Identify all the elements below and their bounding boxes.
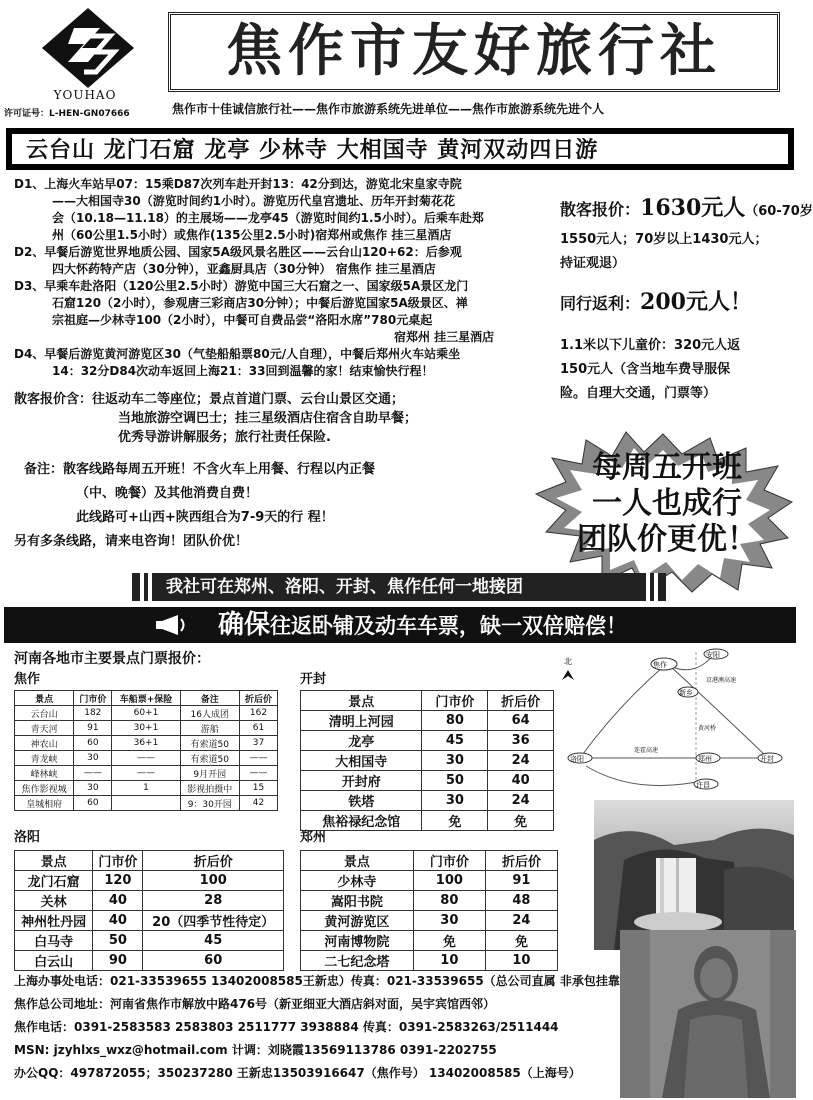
table-cell: 铁塔 xyxy=(301,791,422,811)
table-header: 折后价 xyxy=(239,691,277,706)
price-includes xyxy=(14,390,554,447)
itinerary-line: D3、早乘车赴洛阳（120公里2.5小时）游览中国三大石窟之一、国家级5A景区龙门 xyxy=(14,279,469,293)
table-cell: 云台山 xyxy=(15,706,74,721)
table-cell: 50 xyxy=(422,771,488,791)
includes-line: 散客报价含：往返动车二等座位；景点首道门票、云台山景区交通； xyxy=(14,392,405,407)
table-cell: 30 xyxy=(422,751,488,771)
itinerary-day1 xyxy=(14,176,554,244)
table-header: 景点 xyxy=(15,691,74,706)
table-row xyxy=(15,796,278,811)
note-line: 此线路可+山西+陕西组合为7-9天的行 程！ xyxy=(76,510,334,525)
contact-line: MSN: jzyhlxs_wxz@hotmail.com 计调：刘晓霞13569113786 0391-2202755 xyxy=(14,1043,497,1057)
table-cell: 60 xyxy=(143,951,284,971)
starburst-text xyxy=(562,450,772,558)
guarantee-body: 往返卧铺及动车车票，缺一双倍赔偿！ xyxy=(270,614,628,638)
table-header-row xyxy=(15,691,278,706)
table-header-row xyxy=(301,691,554,711)
table-row xyxy=(301,951,558,971)
route-title-banner xyxy=(6,128,794,170)
city-label-zhengzhou: 郑州 xyxy=(300,830,327,845)
table-cell: 1 xyxy=(112,781,180,796)
city-label-kaifeng: 开封 xyxy=(300,672,327,687)
contact-line: 焦作总公司地址：河南省焦作市解放中路476号（新亚细亚大酒店斜对面，吴宇宾馆西邻） xyxy=(14,997,496,1011)
table-cell: 30 xyxy=(413,911,485,931)
table-cell: 青龙峡 xyxy=(15,751,74,766)
bar-stripe xyxy=(148,573,152,601)
kaifeng-ticket-table xyxy=(300,690,554,831)
table-cell: 影视拍摄中 xyxy=(180,781,239,796)
table-cell: 免 xyxy=(422,811,488,831)
guarantee-bar xyxy=(4,607,796,643)
table-cell: 游船 xyxy=(180,721,239,736)
route-title: 云台山 龙门石窟 龙亭 少林寺 大相国寺 黄河双动四日游 xyxy=(12,134,788,164)
route-map xyxy=(556,648,792,798)
table-cell: 28 xyxy=(143,891,284,911)
table-cell: 免 xyxy=(488,811,554,831)
agent-rebate-label: 同行返利： xyxy=(560,294,641,313)
table-cell: 100 xyxy=(413,871,485,891)
table-row xyxy=(301,931,558,951)
table-cell: 60 xyxy=(74,796,112,811)
table-row xyxy=(15,766,278,781)
table-cell: 白云山 xyxy=(15,951,93,971)
starburst-callout xyxy=(532,432,794,592)
table-cell: 30+1 xyxy=(112,721,180,736)
table-cell: 有索道50 xyxy=(180,736,239,751)
table-cell: 36+1 xyxy=(112,736,180,751)
table-row xyxy=(15,911,284,931)
pickup-cities-bar xyxy=(132,573,666,601)
city-label-jiaozuo: 焦作 xyxy=(14,672,41,687)
map-city-label: 焦作 xyxy=(653,661,667,669)
table-cell: 42 xyxy=(239,796,277,811)
table-row xyxy=(15,931,284,951)
road-line xyxy=(586,766,706,786)
ticket-prices-title: 河南各地市主要景点门票报价： xyxy=(14,651,210,667)
map-city-label: 郑州 xyxy=(698,755,712,763)
table-header: 门市价 xyxy=(93,851,143,871)
table-cell: 182 xyxy=(74,706,112,721)
megaphone-icon xyxy=(154,613,188,637)
table-cell: 60+1 xyxy=(112,706,180,721)
table-cell: 开封府 xyxy=(301,771,422,791)
table-cell: 龙门石窟 xyxy=(15,871,93,891)
table-header: 景点 xyxy=(15,851,93,871)
child-price-line: 险。自理大交通，门票等） xyxy=(560,386,717,401)
burst-line: 每周五开班 xyxy=(592,450,742,485)
bar-stripe xyxy=(646,573,650,601)
table-cell: —— xyxy=(112,751,180,766)
table-cell: —— xyxy=(112,766,180,781)
table-cell: 40 xyxy=(93,911,143,931)
table-cell: 10 xyxy=(413,951,485,971)
table-row xyxy=(301,731,554,751)
buddha-statue-photo xyxy=(620,930,796,1098)
itinerary-line: 宿郑州 挂三星酒店 xyxy=(394,330,495,344)
table-cell: 皇城相府 xyxy=(15,796,74,811)
table-cell: 少林寺 xyxy=(301,871,414,891)
table-row xyxy=(301,791,554,811)
table-header: 门市价 xyxy=(422,691,488,711)
table-row xyxy=(15,781,278,796)
itinerary-line: 州（60公里1.5小时）或焦作(135公里2.5小时)宿郑州或焦作 挂三星酒店 xyxy=(52,228,452,242)
agent-rebate: 200元人！ xyxy=(640,289,752,315)
table-cell: 青天河 xyxy=(15,721,74,736)
table-cell: 36 xyxy=(488,731,554,751)
contact-line: 办公QQ：497872055；350237280 王新忠13503916647（焦作号） 13402008585（上海号） xyxy=(14,1066,581,1080)
table-cell: 黄河游览区 xyxy=(301,911,414,931)
table-cell: 80 xyxy=(422,711,488,731)
table-cell: 40 xyxy=(93,891,143,911)
logo-text: YOUHAO xyxy=(53,88,117,102)
table-header: 门市价 xyxy=(413,851,485,871)
table-cell: 80 xyxy=(413,891,485,911)
table-cell: 河南博物院 xyxy=(301,931,414,951)
table-cell: 24 xyxy=(488,791,554,811)
table-cell: 免 xyxy=(413,931,485,951)
map-city-label: 新乡 xyxy=(679,689,693,697)
table-cell: 64 xyxy=(488,711,554,731)
table-header: 车船票+保险 xyxy=(112,691,180,706)
table-header: 景点 xyxy=(301,691,422,711)
table-row xyxy=(301,711,554,731)
table-cell: 37 xyxy=(239,736,277,751)
table-cell: 50 xyxy=(93,931,143,951)
guarantee-emphasis: 确保 xyxy=(218,610,271,640)
table-cell: 61 xyxy=(239,721,277,736)
guarantee-text xyxy=(218,607,627,644)
table-cell: 30 xyxy=(422,791,488,811)
bar-stripe xyxy=(654,573,658,601)
luoyang-ticket-table xyxy=(14,850,284,971)
itinerary-line: D2、早餐后游览世界地质公园、国家5A级风景名胜区——云台山120+62：后参观 xyxy=(14,245,462,259)
table-cell: 162 xyxy=(239,706,277,721)
table-cell: 24 xyxy=(488,751,554,771)
table-cell: 9：30开园 xyxy=(180,796,239,811)
includes-line: 当地旅游空调巴士；挂三星级酒店住宿含自助早餐； xyxy=(118,411,418,426)
table-row xyxy=(301,911,558,931)
table-cell: 120 xyxy=(93,871,143,891)
road-line xyxy=(580,666,664,758)
table-header: 折后价 xyxy=(488,691,554,711)
child-price-line: 150元人（含当地车费导服保 xyxy=(560,362,731,377)
table-cell: 峰林峡 xyxy=(15,766,74,781)
itinerary-day3 xyxy=(14,278,554,346)
table-row xyxy=(301,891,558,911)
table-cell: 24 xyxy=(485,911,557,931)
retail-price-label: 散客报价： xyxy=(560,200,641,219)
map-city-label: 许昌 xyxy=(696,781,710,789)
table-cell: 关林 xyxy=(15,891,93,911)
table-cell: 60 xyxy=(74,736,112,751)
map-city-label: 安阳 xyxy=(706,651,720,659)
table-cell: 二七纪念塔 xyxy=(301,951,414,971)
senior-price-line: 1550元人；70岁以上1430元人； xyxy=(560,232,768,247)
contact-line: 焦作电话：0391-2583583 2583803 2511777 3938884 传真：0391-2583263/2511444 xyxy=(14,1020,559,1034)
table-row xyxy=(15,891,284,911)
itinerary-line: 石窟120（2小时），参观唐三彩商店30分钟）；中餐后游览国家5A级景区、禅 xyxy=(52,296,468,310)
contact-footer xyxy=(14,970,634,1085)
table-cell: 15 xyxy=(239,781,277,796)
table-body xyxy=(15,871,284,971)
itinerary-line: 会（10.18—11.18）的主展场——龙亭45（游览时间约1.5小时）。后乘车赴郑 xyxy=(52,211,484,225)
table-body xyxy=(301,871,558,971)
table-cell: 91 xyxy=(485,871,557,891)
note-line: 备注：散客线路每周五开班！不含火车上用餐、行程以内正餐 xyxy=(24,462,376,477)
zhengzhou-ticket-table xyxy=(300,850,558,971)
license-number: 许可证号：L-HEN-GN07666 xyxy=(4,109,130,119)
table-cell: 48 xyxy=(485,891,557,911)
table-cell: 45 xyxy=(422,731,488,751)
city-label-luoyang: 洛阳 xyxy=(14,830,41,845)
map-road-label: 黄河桥 xyxy=(698,725,717,732)
table-header: 景点 xyxy=(301,851,414,871)
table-cell: 10 xyxy=(485,951,557,971)
table-body xyxy=(301,711,554,831)
table-row xyxy=(15,736,278,751)
retail-price: 1630元人 xyxy=(640,195,746,221)
contact-line: 上海办事处电话：021-33539655 13402008585王新忠）传真：021-33539655（总公司直属 非承包挂靠 xyxy=(14,974,620,988)
table-cell: 有索道50 xyxy=(180,751,239,766)
table-row xyxy=(301,771,554,791)
table-cell: 90 xyxy=(93,951,143,971)
pickup-cities-text: 我社可在郑州、洛阳、开封、焦作任何一地接团 xyxy=(166,577,523,597)
burst-line: 团队价更优！ xyxy=(577,522,757,557)
itinerary-day2 xyxy=(14,244,554,278)
map-city-label: 开封 xyxy=(760,755,774,763)
table-cell: 16人成团 xyxy=(180,706,239,721)
table-cell: 焦裕禄纪念馆 xyxy=(301,811,422,831)
company-name: 焦作市友好旅行社 xyxy=(168,12,780,92)
table-cell: 嵩阳书院 xyxy=(301,891,414,911)
table-row xyxy=(15,721,278,736)
includes-line: 优秀导游讲解服务；旅行社责任保险. xyxy=(118,430,331,445)
table-cell: 龙亭 xyxy=(301,731,422,751)
senior-price-line: （60-70岁 xyxy=(745,204,813,219)
table-cell: 100 xyxy=(143,871,284,891)
table-cell: 神州牡丹园 xyxy=(15,911,93,931)
price-box xyxy=(560,195,813,406)
itinerary-line: D1、上海火车站早07：15乘D87次列车赴开封13：42分到达，游览北宋皇家寺院 xyxy=(14,177,462,191)
table-row xyxy=(15,951,284,971)
table-cell xyxy=(112,796,180,811)
itinerary-day4 xyxy=(14,346,554,380)
table-cell: 30 xyxy=(74,781,112,796)
itinerary-line: 宗祖庭—少林寺100（2小时），中餐可自费品尝“洛阳水席”780元桌起 xyxy=(52,313,433,327)
itinerary-line: ——大相国寺30（游览时间约1小时）。游览历代皇宫遗址、历年开封菊花花 xyxy=(52,194,456,208)
table-cell: 30 xyxy=(74,751,112,766)
table-cell: 大相国寺 xyxy=(301,751,422,771)
table-row xyxy=(15,751,278,766)
table-cell: 20（四季节性待定） xyxy=(143,911,284,931)
waterfall-photo xyxy=(594,800,794,950)
table-cell: 免 xyxy=(485,931,557,951)
table-header: 备注 xyxy=(180,691,239,706)
jiaozuo-ticket-table xyxy=(14,690,278,811)
table-cell: 45 xyxy=(143,931,284,951)
table-cell: 91 xyxy=(74,721,112,736)
table-cell: 白马寺 xyxy=(15,931,93,951)
table-row xyxy=(301,751,554,771)
map-road-label: 京港澳高速 xyxy=(706,677,737,684)
table-header-row xyxy=(15,851,284,871)
table-cell: 40 xyxy=(488,771,554,791)
senior-price-line: 持证观退） xyxy=(560,256,626,271)
north-label: 北 xyxy=(564,657,572,666)
tagline: 焦作市十佳诚信旅行社——焦作市旅游系统先进单位——焦作市旅游系统先进个人 xyxy=(172,102,605,116)
table-cell: 9月开园 xyxy=(180,766,239,781)
table-header: 折后价 xyxy=(485,851,557,871)
note-line: （中、晚餐）及其他消费自费！ xyxy=(76,486,259,501)
table-cell: —— xyxy=(74,766,112,781)
itinerary-line: D4、早餐后游览黄河游览区30（气垫船船票80元/人自理），中餐后郑州火车站乘坐 xyxy=(14,347,461,361)
notes xyxy=(14,458,554,554)
table-cell: 清明上河园 xyxy=(301,711,422,731)
table-header-row xyxy=(301,851,558,871)
logo-diamond-icon xyxy=(38,6,138,92)
burst-line: 一人也成行 xyxy=(592,486,742,521)
map-city-label: 洛阳 xyxy=(570,755,584,763)
north-arrow-icon xyxy=(562,656,574,680)
map-road-label: 连霍高速 xyxy=(634,747,659,754)
table-cell: 神农山 xyxy=(15,736,74,751)
table-cell: —— xyxy=(239,766,277,781)
note-line: 另有多条线路，请来电咨询！团队价优！ xyxy=(14,534,249,549)
table-row xyxy=(301,871,558,891)
table-row xyxy=(301,811,554,831)
table-cell: —— xyxy=(239,751,277,766)
bar-stripe xyxy=(140,573,144,601)
table-row xyxy=(15,871,284,891)
itinerary-line: 四大怀药特产店（30分钟），亚鑫厨具店（30分钟） 宿焦作 挂三星酒店 xyxy=(52,262,436,276)
table-body xyxy=(15,706,278,811)
child-price-line: 1.1米以下儿童价：320元人返 xyxy=(560,338,741,353)
table-header: 门市价 xyxy=(74,691,112,706)
table-row xyxy=(15,706,278,721)
table-cell: 焦作影视城 xyxy=(15,781,74,796)
table-header: 折后价 xyxy=(143,851,284,871)
itinerary-line: 14：32分D84次动车返回上海21：33回到温馨的家！结束愉快行程！ xyxy=(52,364,434,378)
